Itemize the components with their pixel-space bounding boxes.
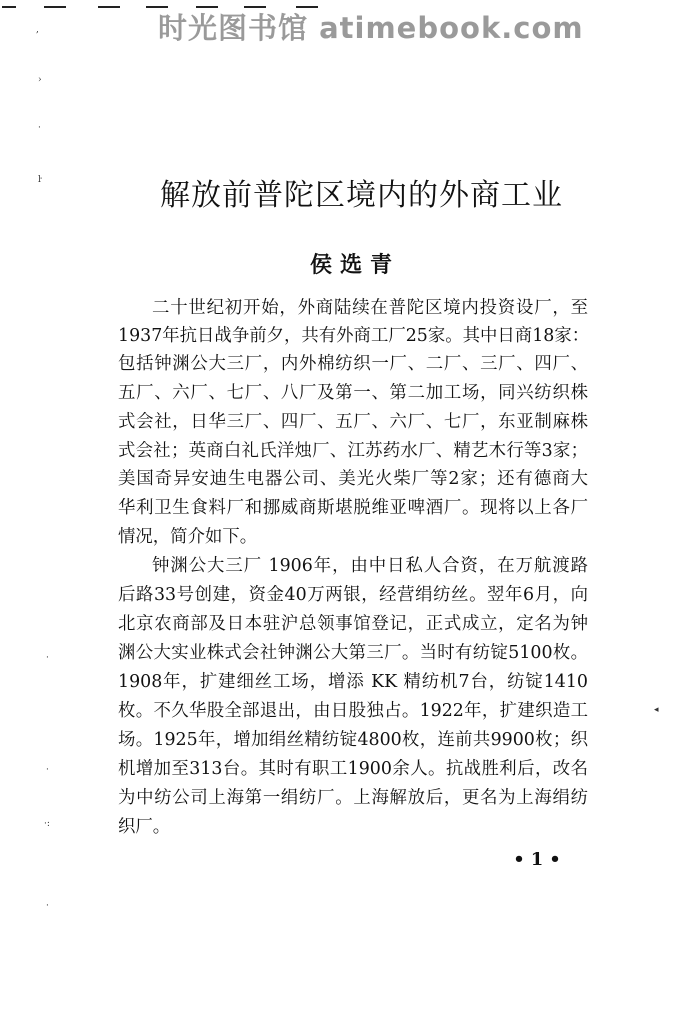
paragraph-line: 华利卫生食料厂和挪威商斯堪脱维亚啤酒厂。现将以上各厂 <box>118 498 588 518</box>
paragraph-line: 五厂、六厂、七厂、八厂及第一、第二加工场，同兴纺织株 <box>118 383 588 403</box>
watermark: 时光图书馆 atimebook.com <box>158 11 584 45</box>
margin-speck: ◂ <box>654 705 659 715</box>
paragraph-line: 1908年，扩建细丝工场，增添 KK 精纺机7台，纺锭1410 <box>118 672 588 692</box>
paragraph-line: 渊公大实业株式会社钟渊公大第三厂。当时有纺锭5100枚。 <box>118 643 588 663</box>
top-border-dash <box>98 6 120 8</box>
page-number: •1• <box>513 849 567 870</box>
margin-speck: › <box>38 75 42 85</box>
margin-speck: · <box>46 653 49 663</box>
paragraph-line: 钟渊公大三厂 1906年，由中日私人合资，在万航渡路 <box>152 556 588 576</box>
paragraph-line: 式会社，日华三厂、四厂、五厂、六厂、七厂，东亚制麻株 <box>118 412 588 432</box>
paragraph-line: 美国奇异安迪生电器公司、美光火柴厂等2家；还有德商大 <box>118 469 588 489</box>
paragraph-line: 为中纺公司上海第一绢纺厂。上海解放后，更名为上海绢纺 <box>118 788 588 808</box>
paragraph-line: 北京农商部及日本驻沪总领事馆登记，正式成立，定名为钟 <box>118 614 588 634</box>
margin-speck: , <box>36 25 39 35</box>
margin-speck: ŀ <box>38 175 41 185</box>
paragraph-line: 枚。不久华股全部退出，由日股独占。1922年，扩建织造工 <box>118 701 588 721</box>
top-border-dash <box>44 6 66 8</box>
paragraph-line: 二十世纪初开始，外商陆续在普陀区境内投资设厂，至 <box>152 298 588 318</box>
paragraph-line: 情况，简介如下。 <box>118 527 258 547</box>
paragraph-line: 1937年抗日战争前夕，共有外商工厂25家。其中日商18家： <box>118 326 590 346</box>
top-border-dash <box>2 6 16 8</box>
margin-speck: · <box>46 901 49 911</box>
author-name: 侯选青 <box>309 252 400 278</box>
paragraph-line: 式会社；英商白礼氏洋烛厂、江苏药水厂、精艺木行等3家； <box>118 441 588 461</box>
margin-speck: · <box>46 765 49 775</box>
paragraph-line: 机增加至313台。其时有职工1900余人。抗战胜利后，改名 <box>118 759 588 779</box>
paragraph-line: 后路33号创建，资金40万两银，经营绢纺丝。翌年6月，向 <box>118 585 588 605</box>
margin-speck: ·: <box>44 819 50 829</box>
margin-speck: · <box>38 123 41 133</box>
paragraph-line: 织厂。 <box>118 817 171 837</box>
paragraph-line: 场。1925年，增加绢丝精纺锭4800枚，连前共9900枚；织 <box>118 730 588 750</box>
page-title: 解放前普陀区境内的外商工业 <box>160 178 563 213</box>
paragraph-line: 包括钟渊公大三厂，内外棉纺织一厂、二厂、三厂、四厂、 <box>118 354 588 374</box>
